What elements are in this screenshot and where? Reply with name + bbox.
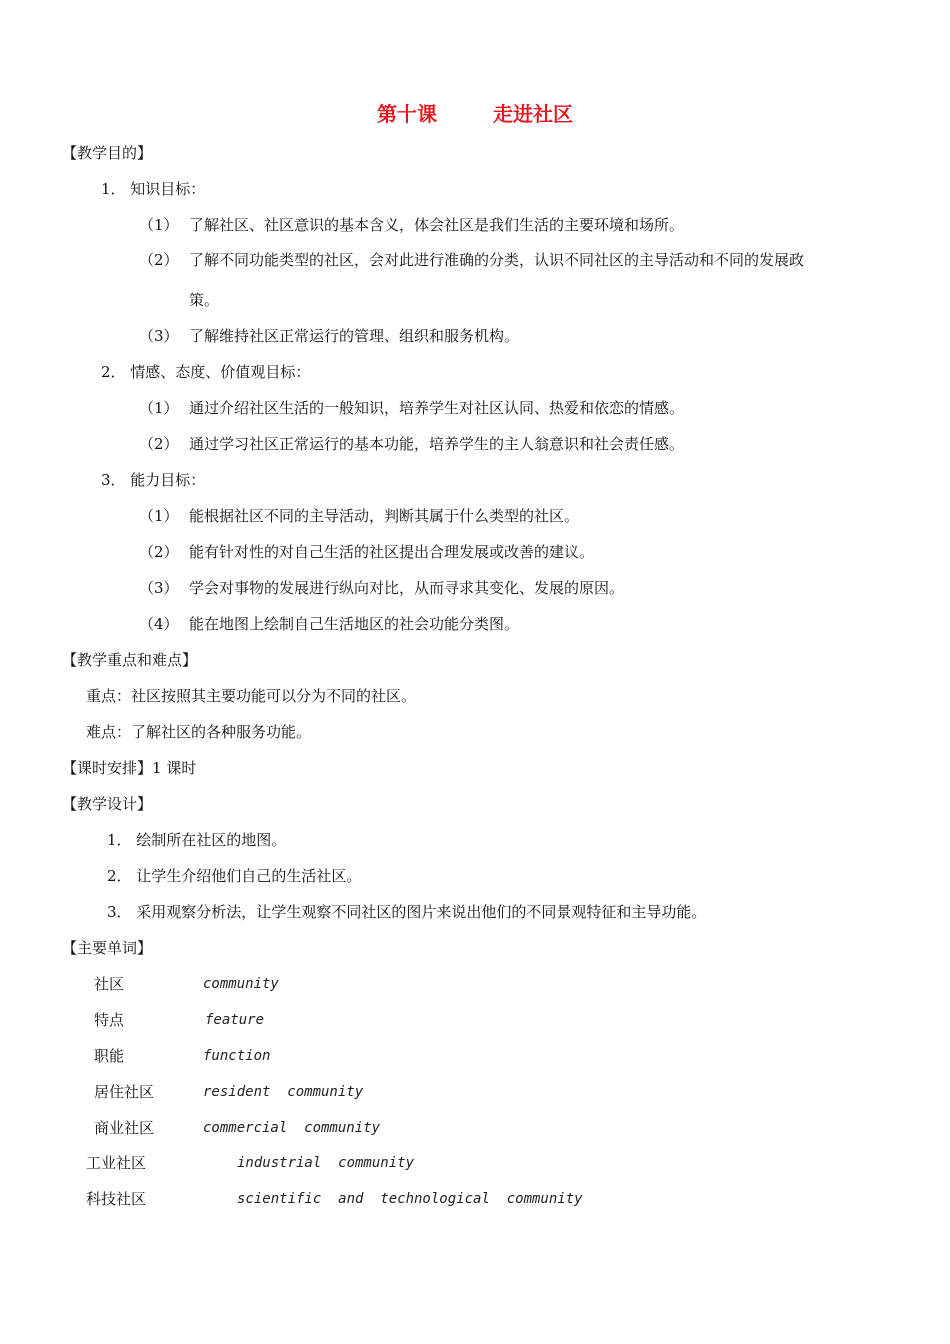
design-heading: 【教学设计】 (62, 795, 153, 813)
vocab-cn-3: 职能 (94, 1047, 125, 1065)
lesson-number: 第十课 (377, 102, 437, 126)
emotion-goal-label: 2． 情感、态度、价值观目标： (101, 363, 311, 381)
knowledge-item-2-cont: 策。 (189, 291, 220, 309)
schedule-heading: 【课时安排】 (62, 759, 153, 777)
lesson-name: 走进社区 (493, 102, 573, 126)
ability-item-1: （1） 能根据社区不同的主导活动，判断其属于什么类型的社区。 (139, 507, 580, 525)
design-item-3: 3． 采用观察分析法，让学生观察不同社区的图片来说出他们的不同景观特征和主导功能。 (107, 903, 707, 921)
vocab-heading: 【主要单词】 (62, 939, 153, 957)
vocab-en-2: feature (205, 1012, 265, 1028)
ability-item-2: （2） 能有针对性的对自己生活的社区提出合理发展或改善的建议。 (139, 543, 595, 561)
focus-key-point: 重点：社区按照其主要功能可以分为不同的社区。 (86, 687, 417, 705)
vocab-en-6: industrial community (237, 1155, 415, 1171)
focus-heading: 【教学重点和难点】 (62, 651, 198, 669)
knowledge-goal-label: 1． 知识目标： (101, 180, 206, 198)
knowledge-item-3: （3） 了解维持社区正常运行的管理、组织和服务机构。 (139, 327, 520, 345)
schedule-value: 1 课时 (152, 759, 197, 777)
lesson-title (0, 98, 950, 127)
focus-difficult-point: 难点：了解社区的各种服务功能。 (86, 723, 312, 741)
ability-goal-label: 3． 能力目标： (101, 471, 206, 489)
emotion-item-1: （1） 通过介绍社区生活的一般知识，培养学生对社区认同、热爱和依恋的情感。 (139, 399, 685, 417)
goals-heading: 【教学目的】 (62, 144, 153, 162)
vocab-cn-4: 居住社区 (94, 1083, 155, 1101)
vocab-cn-1: 社区 (94, 975, 125, 993)
vocab-en-7: scientific and technological community (237, 1191, 583, 1207)
vocab-cn-6: 工业社区 (86, 1154, 147, 1172)
vocab-en-1: community (203, 976, 279, 992)
vocab-en-5: commercial community (203, 1120, 381, 1136)
vocab-cn-7: 科技社区 (86, 1190, 147, 1208)
design-item-1: 1． 绘制所在社区的地图。 (107, 831, 287, 849)
vocab-en-4: resident community (203, 1084, 364, 1100)
knowledge-item-1: （1） 了解社区、社区意识的基本含义，体会社区是我们生活的主要环境和场所。 (139, 216, 685, 234)
knowledge-item-2: （2） 了解不同功能类型的社区，会对此进行准确的分类，认识不同社区的主导活动和不同的发展政 (139, 251, 805, 269)
ability-item-4: （4） 能在地图上绘制自己生活地区的社会功能分类图。 (139, 615, 520, 633)
vocab-cn-5: 商业社区 (94, 1119, 155, 1137)
vocab-cn-2: 特点 (94, 1011, 125, 1029)
design-item-2: 2． 让学生介绍他们自己的生活社区。 (107, 867, 362, 885)
ability-item-3: （3） 学会对事物的发展进行纵向对比，从而寻求其变化、发展的原因。 (139, 579, 625, 597)
schedule-line (62, 758, 196, 778)
emotion-item-2: （2） 通过学习社区正常运行的基本功能，培养学生的主人翁意识和社会责任感。 (139, 435, 685, 453)
vocab-en-3: function (203, 1048, 271, 1064)
